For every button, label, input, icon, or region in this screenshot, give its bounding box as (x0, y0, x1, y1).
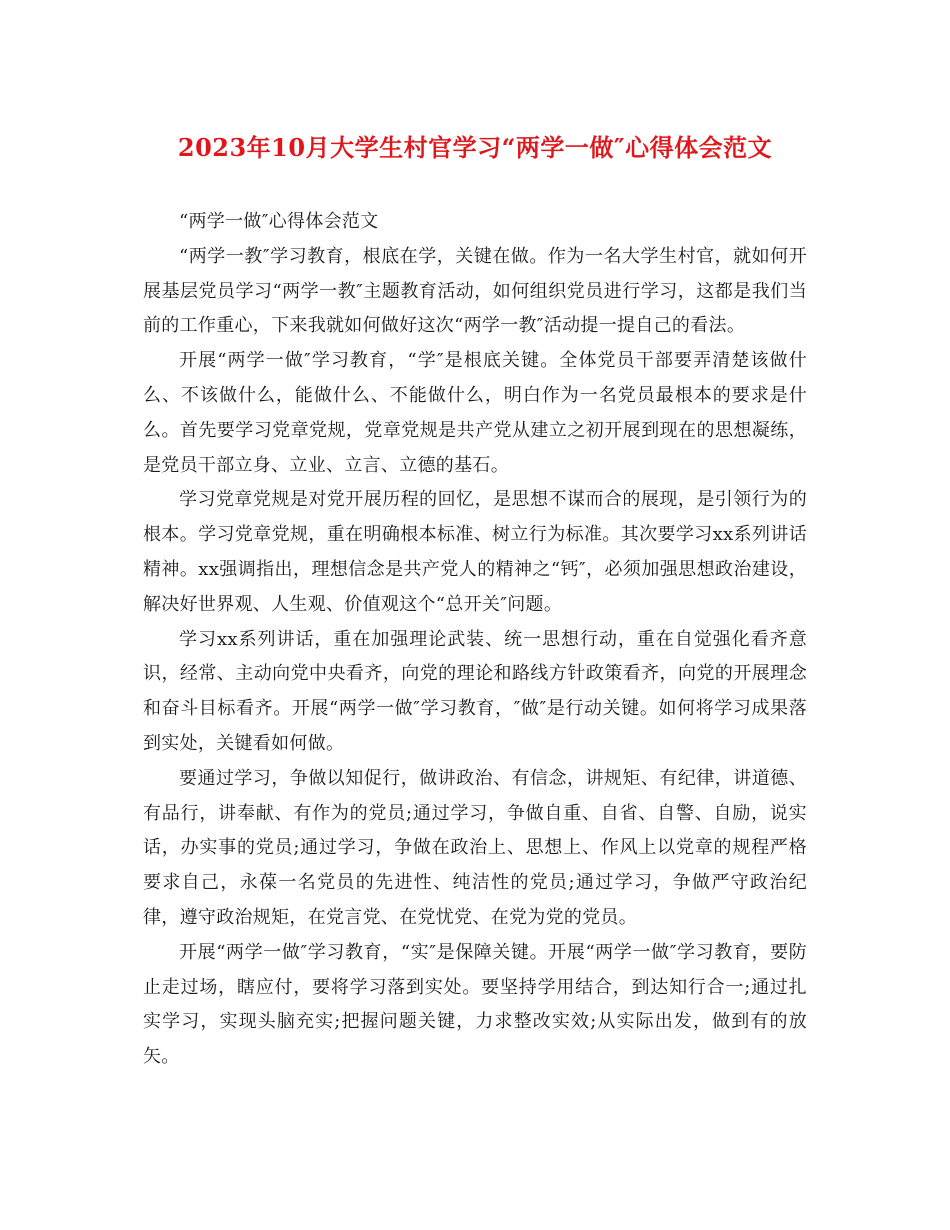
document-body (143, 205, 807, 1075)
paragraph: 学习xx系列讲话，重在加强理论武装、统一思想行动，重在自觉强化看齐意识，经常、主动向党中央看齐，向党的理论和路线方针政策看齐，向党的开展理念和奋斗目标看齐。开展“两学一做″学习教育，″做″是行动关键。如何将学习成果落到实处，关键看如何做。 (143, 628, 807, 754)
paragraph: “两学一教″学习教育，根底在学，关键在做。作为一名大学生村官，就如何开展基层党员学习“两学一教″主题教育活动，如何组织党员进行学习，这都是我们当前的工作重心，下来我就如何做好这次“两学一教″活动提一提自己的看法。 (143, 245, 807, 337)
paragraph: 要通过学习，争做以知促行，做讲政治、有信念，讲规矩、有纪律，讲道德、有品行，讲奉献、有作为的党员;通过学习，争做自重、自省、自警、自励，说实话，办实事的党员;通过学习，争做在政治上、思想上、作风上以党章的规程严格要求自己，永葆一名党员的先进性、纯洁性的党员;通过学习，争做严守政治纪律，遵守政治规矩，在党言党、在党忧党、在党为党的党员。 (143, 767, 807, 928)
paragraph-subtitle: “两学一做″心得体会范文 (179, 211, 379, 232)
paragraph: 开展“两学一做″学习教育，“学″是根底关键。全体党员干部要弄清楚该做什么、不该做什么，能做什么、不能做什么，明白作为一名党员最根本的要求是什么。首先要学习党章党规，党章党规是共产党从建立之初开展到现在的思想凝练，是党员干部立身、立业、立言、立德的基石。 (143, 350, 807, 476)
paragraph: 开展“两学一做″学习教育，“实″是保障关键。开展“两学一做″学习教育，要防止走过场，瞎应付，要将学习落到实处。要坚持学用结合，到达知行合一;通过扎实学习，实现头脑充实;把握问题关键，力求整改实效;从实际出发，做到有的放矢。 (143, 941, 807, 1068)
document-title: 2023年10月大学生村官学习“两学一做″心得体会范文 (177, 133, 773, 162)
paragraph: 学习党章党规是对党开展历程的回忆，是思想不谋而合的展现，是引领行为的根本。学习党章党规，重在明确根本标准、树立行为标准。其次要学习xx系列讲话精神。xx强调指出，理想信念是共产党人的精神之“钙″，必须加强思想政治建设，解决好世界观、人生观、价值观这个“总开关″问题。 (143, 489, 807, 615)
